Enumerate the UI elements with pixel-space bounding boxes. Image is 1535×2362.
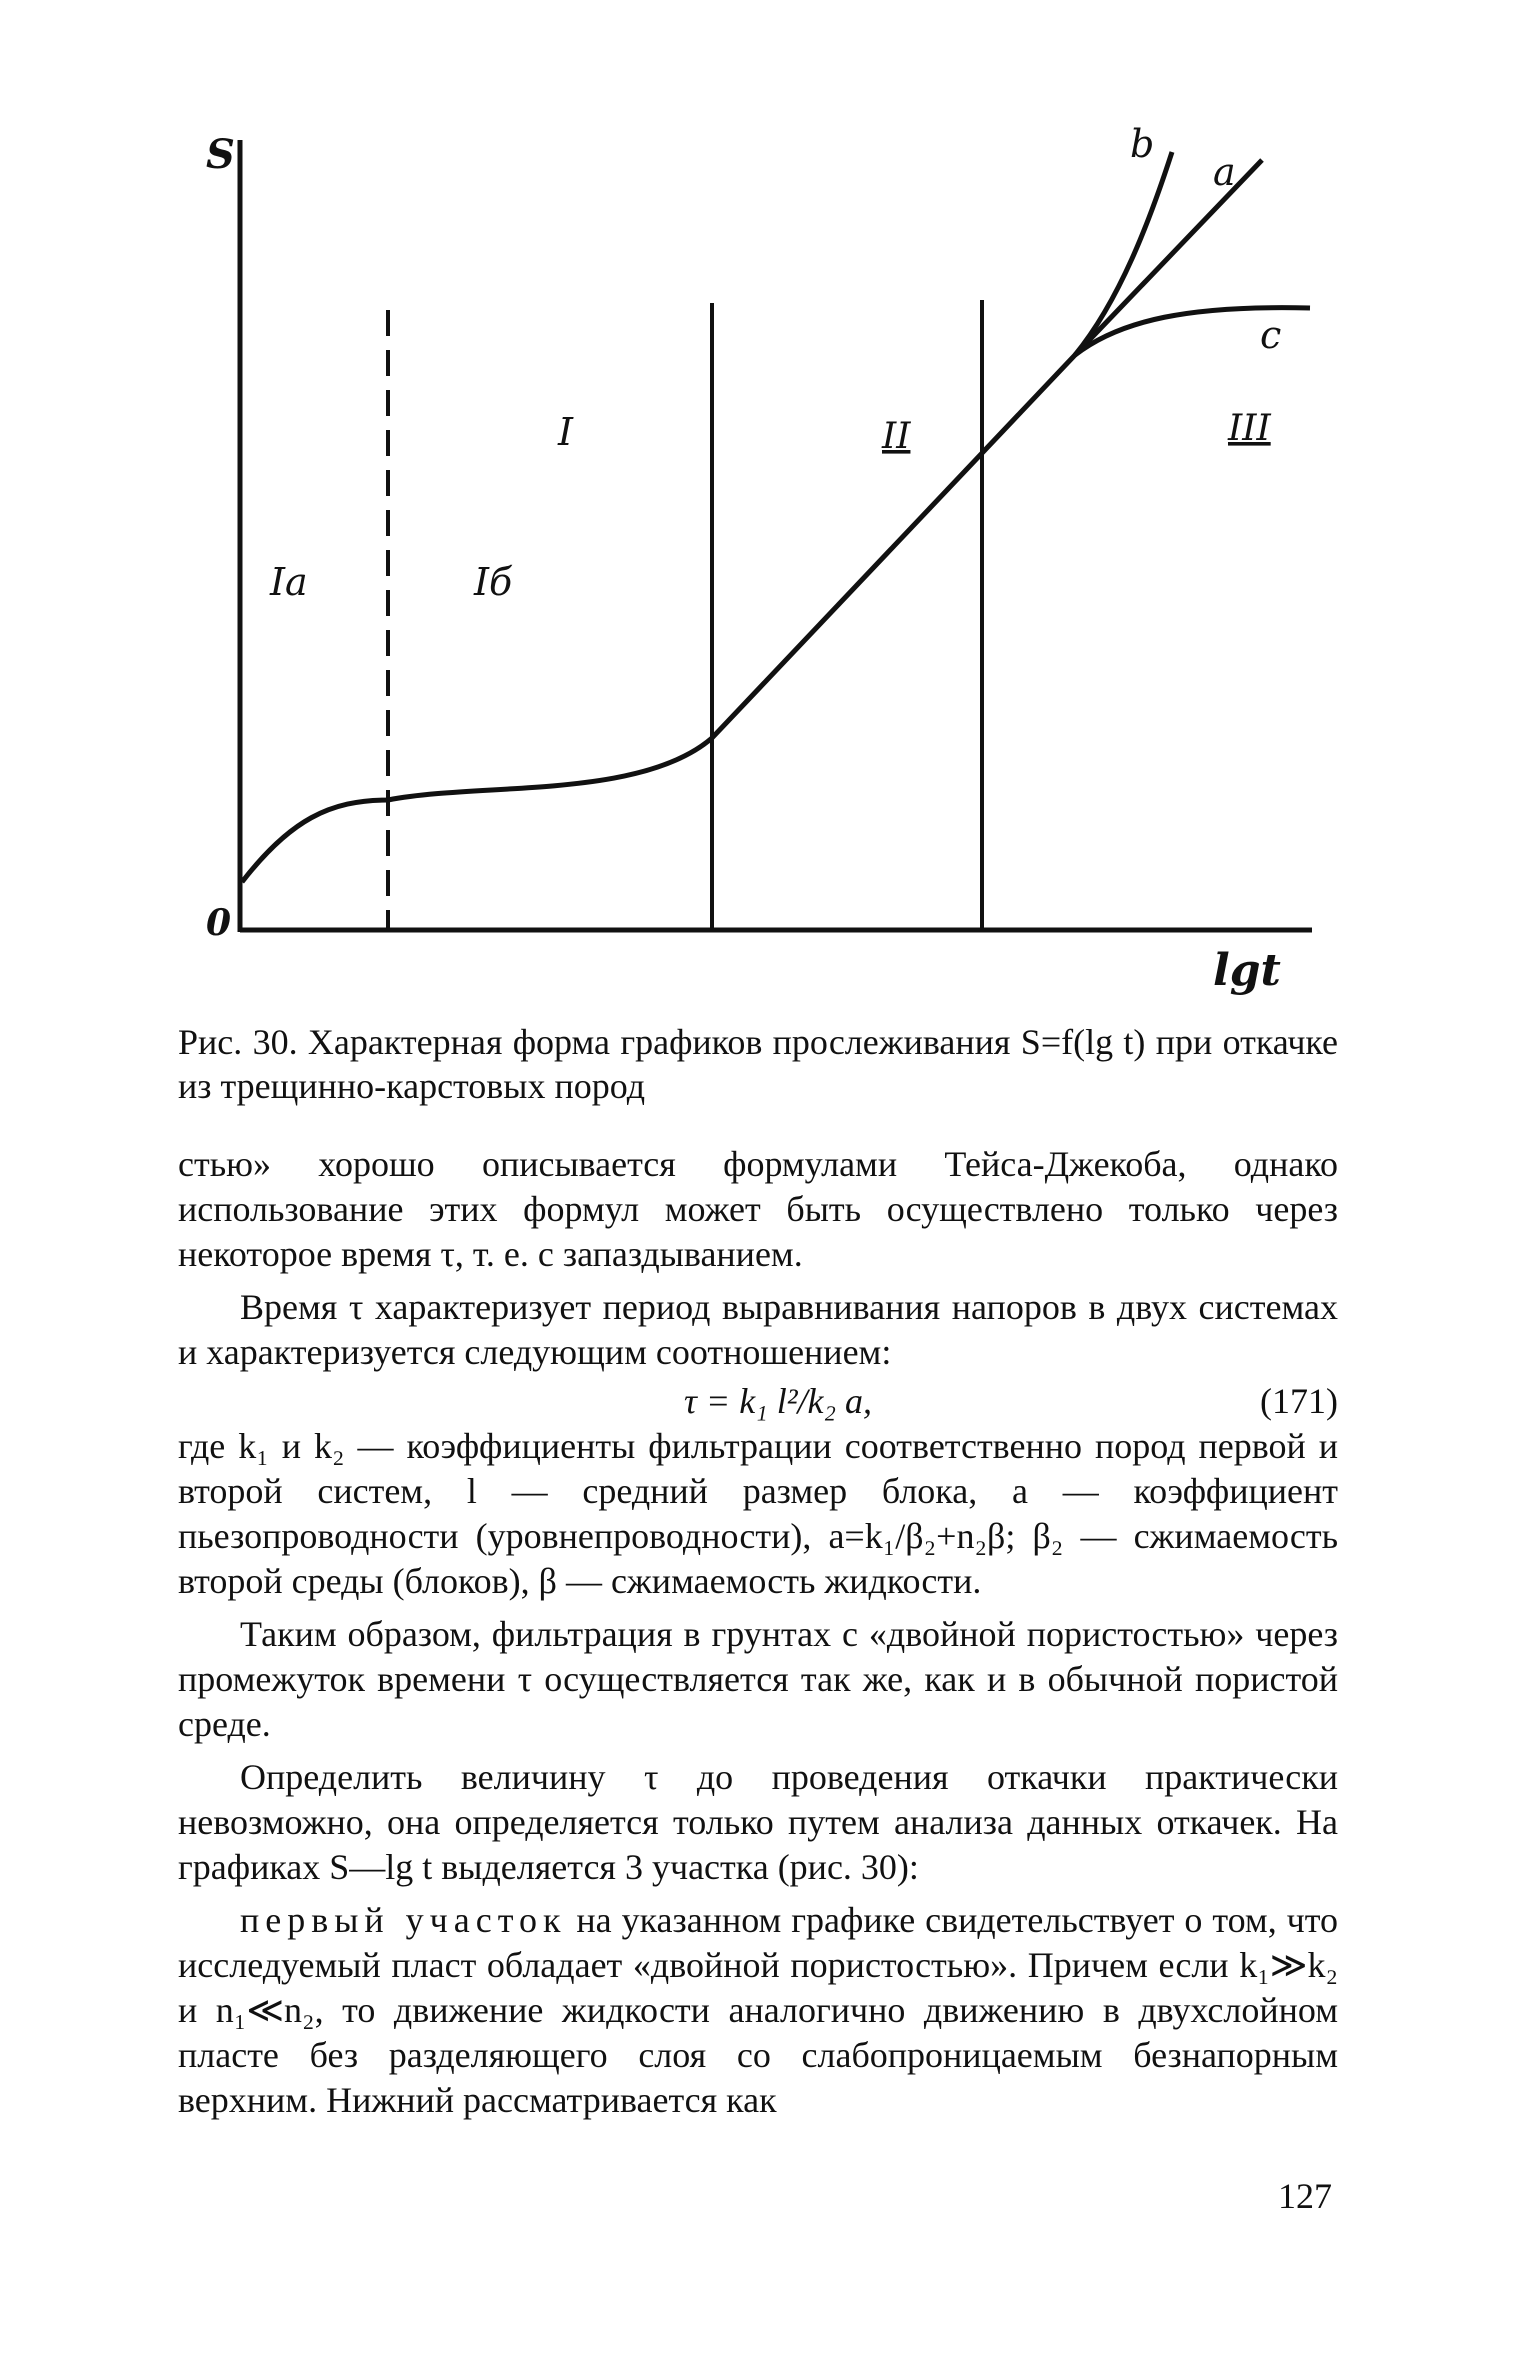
equation-number: (171)	[1260, 1381, 1338, 1421]
zone-label-Ib: Iб	[474, 560, 513, 604]
curve-b	[1075, 152, 1172, 355]
paragraph-5: Определить величину τ до проведения откачки практически невозможно, она определяется только путем анализа данных откачек. На графиках S—lg t выделяется 3 участка (рис. 30):	[178, 1757, 1338, 1887]
curve-label-c: c	[1260, 313, 1282, 357]
caption-text: Характерная форма графиков прослеживания S=f(lg t) при откачке из трещинно-карстовых пород	[178, 1022, 1339, 1106]
paragraph-4: Таким образом, фильтрация в грунтах с «двойной пористостью» через промежуток времени τ осуществляется так же, как и в обычной пористой среде.	[178, 1614, 1338, 1744]
page-number: 127	[1278, 2176, 1332, 2216]
caption-label: Рис. 30.	[178, 1022, 298, 1062]
curve-label-a: a	[1213, 150, 1236, 194]
zone-label-Ia: Ia	[270, 560, 308, 604]
spaced-term: первый участок	[240, 1900, 567, 1940]
body-text	[178, 1142, 1338, 2123]
paragraph-1: стью» хорошо описывается формулами Тейса-Джекоба, однако использование этих формул может быть осуществлено только через некоторое время τ, т. е. с запаздыванием.	[178, 1144, 1338, 1274]
paragraph-2: Время τ характеризует период выравнивания напоров в двух системах и характеризуется следующим соотношением:	[178, 1287, 1338, 1372]
origin-label: 0	[206, 902, 232, 944]
zone-label-I: I	[558, 410, 574, 454]
formula: τ = k₁ l²/k₂ a,	[684, 1381, 872, 1421]
paragraph-6-rest: на указанном графике свидетельствует о том, что исследуемый пласт обладает «двойной пористостью». Причем если k₁≫k₂ и n₁≪n₂, то движение жидкости аналогично движению в двухслойном пласте без разделяющего слоя со слабопроницаемым безнапорным верхним. Нижний рассматривается как	[178, 1900, 1338, 2120]
paragraph-6	[178, 1898, 1338, 2123]
formula-row	[178, 1379, 1338, 1424]
curve-label-b: b	[1130, 122, 1155, 166]
figure-caption	[178, 1020, 1338, 1108]
zone-label-II: II	[882, 416, 911, 457]
axis-x-label: lgt	[1213, 945, 1281, 996]
main-curve	[242, 355, 1075, 882]
axis-y-label: S	[206, 131, 235, 178]
paragraph-3: где k₁ и k₂ — коэффициенты фильтрации соответственно пород первой и второй систем, l — средний размер блока, a — коэффициент пьезопроводности (уровнепроводности), a=k₁/β₂+n₂β; β₂ — сжимаемость второй среды (блоков), β — сжимаемость жидкости.	[178, 1426, 1338, 1601]
zone-label-III: III	[1228, 408, 1271, 449]
figure-30	[0, 0, 1535, 1000]
